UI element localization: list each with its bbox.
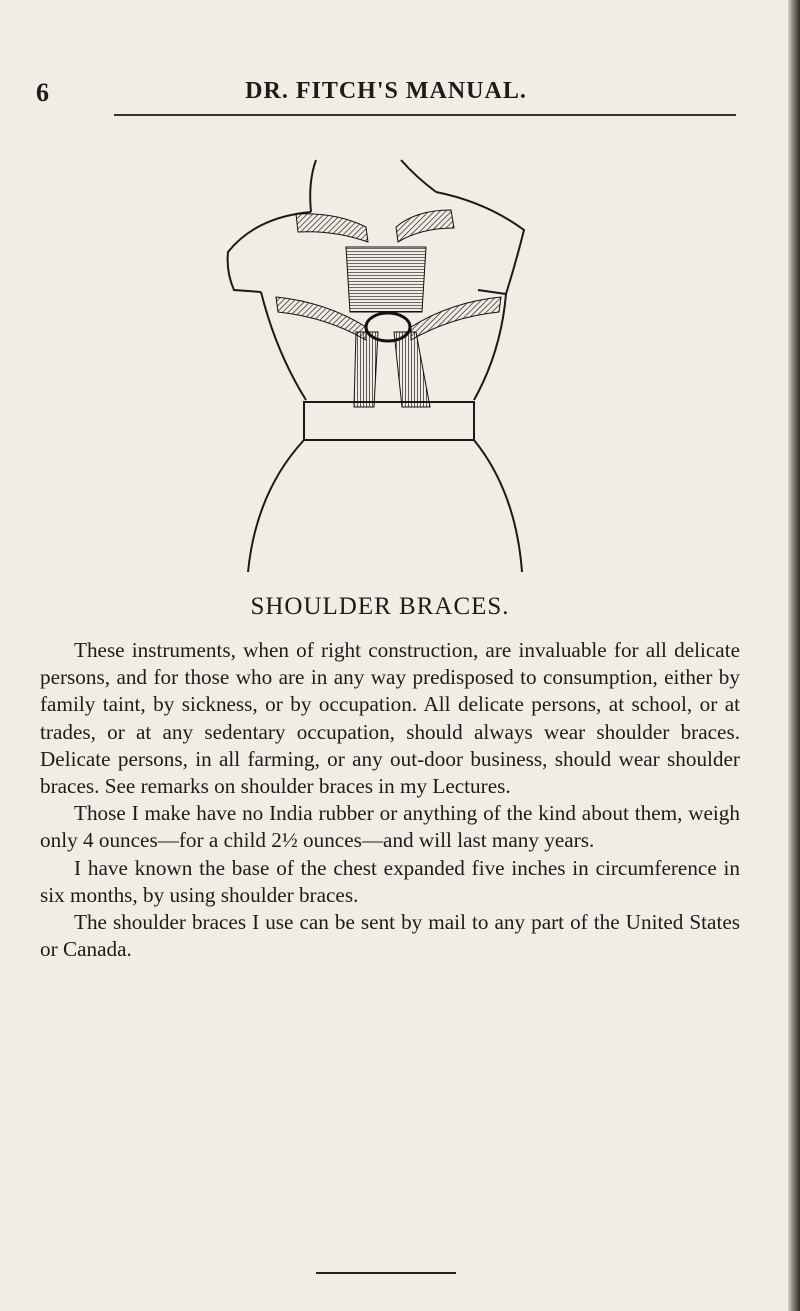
paragraph: The shoulder braces I use can be sent by mail to any part of the United States or Canada.: [40, 910, 740, 962]
paragraph: I have known the base of the chest expanded five inches in circumference in six months, by using shoulder braces.: [40, 855, 740, 907]
paragraph: These instruments, when of right construction, are invaluable for all delicate persons, and for those who are in any way predisposed to consumption, either by family taint, by sickness, or by occupation. All delicate persons, at school, or at trades, or at any sedentary occupation, should always wear shoulder braces. Delicate persons, in all farming, or any out-door business, should wear shoulder braces. See remarks on shoulder braces in my Lectures.: [40, 638, 740, 799]
paragraph: Those I make have no India rubber or anything of the kind about them, weigh only 4 ounces—for a child 2½ ounces—and will last many years.: [40, 801, 740, 853]
header-rule: [114, 114, 736, 116]
page-header: [36, 78, 736, 108]
page-number: 6: [36, 78, 49, 107]
shoulder-braces-illustration: [216, 152, 556, 582]
body-text: [40, 637, 740, 963]
end-rule: [316, 1272, 456, 1274]
figure-caption: SHOULDER BRACES.: [250, 593, 510, 620]
running-title: DR. FITCH'S MANUAL.: [245, 78, 527, 104]
page-edge-shadow: [788, 0, 800, 1311]
